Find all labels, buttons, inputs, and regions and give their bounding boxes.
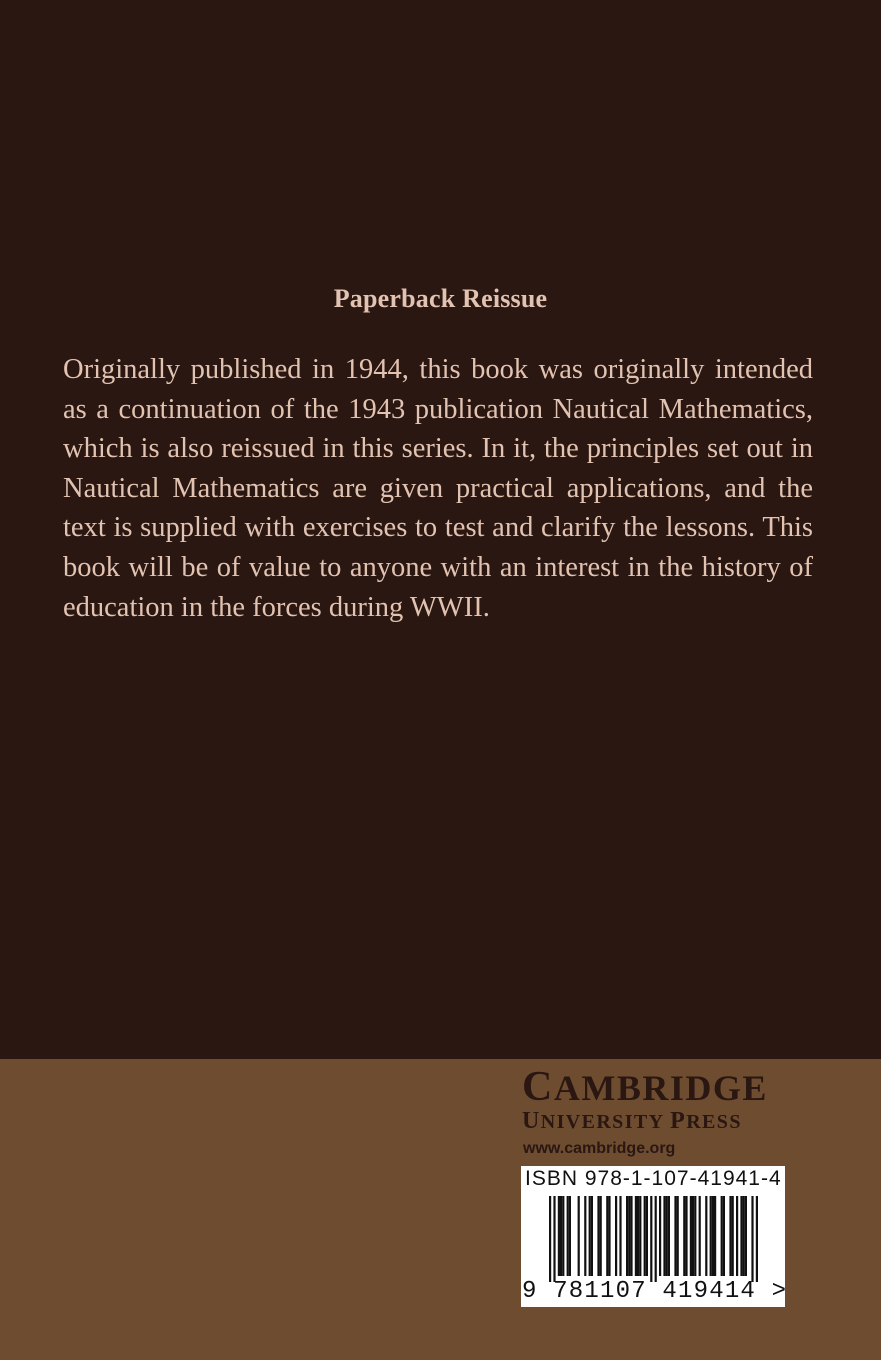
barcode-bar: [745, 1196, 747, 1276]
barcode-bar: [591, 1196, 593, 1276]
barcode-bar: [732, 1196, 734, 1276]
barcode-bar: [692, 1196, 694, 1276]
barcode-bar: [736, 1196, 738, 1276]
barcode-bar: [639, 1196, 641, 1276]
publisher-logo: [522, 1064, 786, 1134]
barcode-bar: [710, 1196, 712, 1276]
barcode-bar: [597, 1196, 599, 1276]
barcode-bar: [677, 1196, 679, 1276]
barcode-bar: [630, 1196, 632, 1276]
reissue-heading: Paperback Reissue: [333, 284, 548, 313]
barcode-bar: [740, 1196, 742, 1276]
barcode-bar: [666, 1196, 668, 1276]
barcode-bar: [578, 1196, 580, 1276]
barcode-bar: [655, 1196, 657, 1282]
barcode-bar: [626, 1196, 628, 1276]
barcode-bar: [690, 1196, 692, 1276]
barcode-bar: [646, 1196, 648, 1276]
book-description: Originally published in 1944, this book was originally intended as a continuation of the 1943 publication Nautical Mathematics, which is also reissued in this series. In it, the principles set out in Nautical Mathematics are given practical applications, and the text is supplied with exercises to test and clarify the lessons. This book will be of value to anyone with an interest in the history of education in the forces during WWII.: [63, 354, 813, 623]
barcode-bar: [567, 1196, 569, 1276]
barcode-bar: [685, 1196, 687, 1276]
barcode-bar: [589, 1196, 591, 1276]
publisher-name-line1: CAMBRIDGE: [522, 1064, 768, 1110]
barcode-bar: [549, 1196, 551, 1282]
publisher-name-line2: UNIVERSITY PRESS: [522, 1108, 742, 1134]
barcode-bar: [694, 1196, 696, 1276]
barcode-bar: [743, 1196, 745, 1276]
barcode-bar: [619, 1196, 621, 1276]
barcode-bar: [663, 1196, 665, 1276]
barcode-bar: [608, 1196, 610, 1276]
barcode-bar: [637, 1196, 639, 1276]
barcode-bar: [635, 1196, 637, 1276]
barcode-bar: [628, 1196, 630, 1276]
barcode-bar: [712, 1196, 714, 1276]
barcode-bar: [699, 1196, 701, 1276]
barcode-bar: [721, 1196, 723, 1276]
barcode-bar: [729, 1196, 731, 1276]
isbn-label: ISBN 978-1-107-41941-4: [525, 1167, 782, 1190]
barcode-bar: [756, 1196, 758, 1282]
barcode-bar: [569, 1196, 571, 1276]
barcode-bar: [674, 1196, 676, 1276]
barcode-bar: [615, 1196, 617, 1276]
barcode-bar: [723, 1196, 725, 1276]
barcode-bar: [705, 1196, 707, 1276]
barcode-bar: [668, 1196, 670, 1276]
barcode-digits: 9 781107 419414 >: [522, 1278, 788, 1305]
barcode-bar: [606, 1196, 608, 1276]
barcode-bar: [659, 1196, 661, 1276]
barcode-bar: [683, 1196, 685, 1276]
publisher-url: www.cambridge.org: [523, 1140, 676, 1157]
barcode-bar: [650, 1196, 652, 1282]
barcode-bar: [553, 1196, 555, 1282]
isbn-barcode: [521, 1166, 788, 1307]
barcode-bar: [584, 1196, 586, 1276]
barcode-bar: [560, 1196, 562, 1276]
barcode-bar: [600, 1196, 602, 1276]
barcode-bar: [714, 1196, 716, 1276]
barcode-bar: [562, 1196, 564, 1276]
barcode-bar: [558, 1196, 560, 1276]
barcode-bar: [751, 1196, 753, 1282]
barcode-bar: [644, 1196, 646, 1276]
